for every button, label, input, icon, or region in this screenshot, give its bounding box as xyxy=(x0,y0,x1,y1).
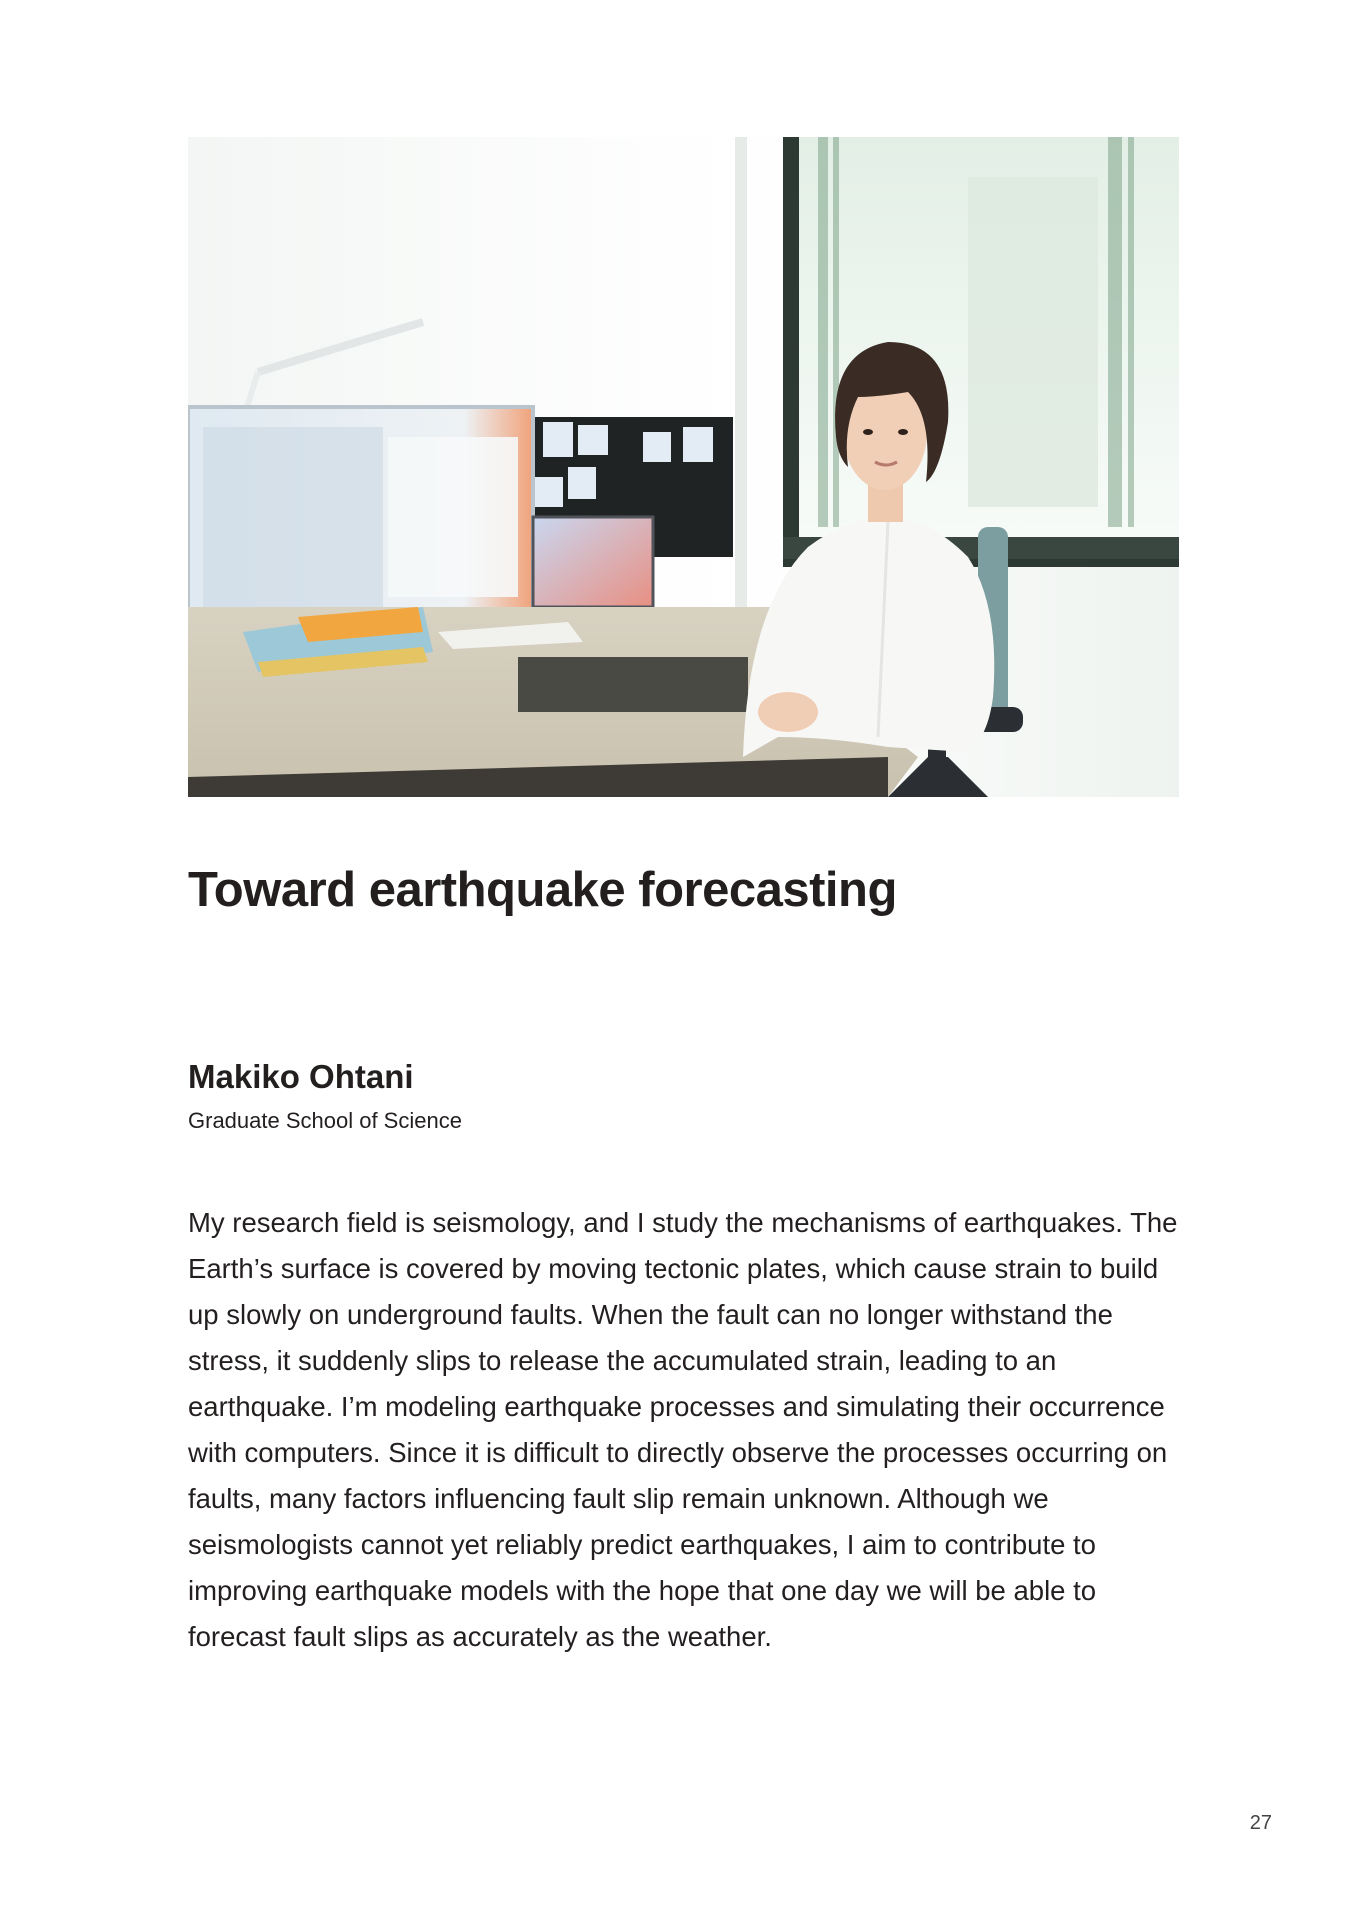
portrait-photo xyxy=(188,137,1179,797)
author-name: Makiko Ohtani xyxy=(188,1058,414,1095)
article-body: My research field is seismology, and I study the mechanisms of earthquakes. The Earth’s surface is covered by moving tectonic plates, which cause strain to build up slowly on underground faults. When the fault can no longer withstand the stress, it suddenly slips to release the accumulated strain, leading to an earthquake. I’m modeling earthquake processes and simulating their occurrence with computers. Since it is difficult to directly observe the processes occurring on faults, many factors influencing fault slip remain unknown. Although we seismologists cannot yet reliably predict earthquakes, I aim to contribute to improving earthquake models with the hope that one day we will be able to forecast fault slips as accurately as the weather. xyxy=(188,1207,1178,1652)
author-affiliation: Graduate School of Science xyxy=(188,1108,462,1133)
page-number: 27 xyxy=(1249,1812,1272,1834)
article-title: Toward earthquake forecasting xyxy=(188,863,897,917)
